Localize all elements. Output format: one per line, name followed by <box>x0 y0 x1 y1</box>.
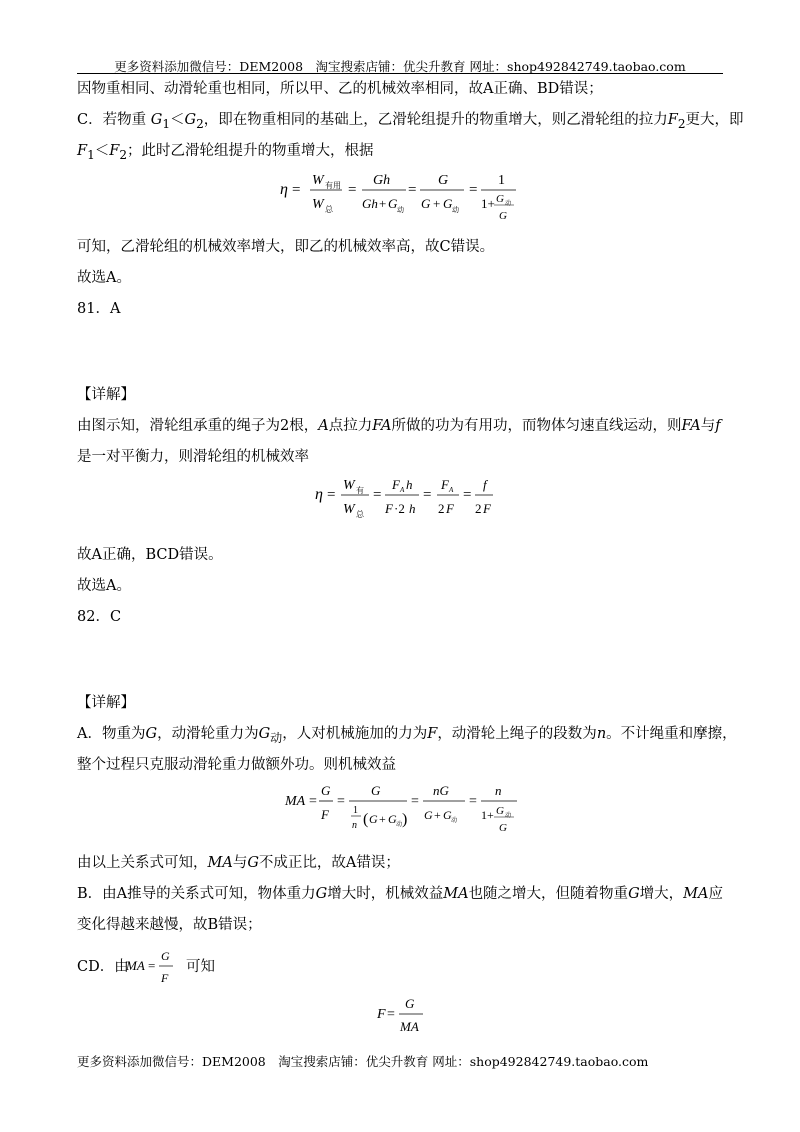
svg-text:F: F <box>446 501 454 516</box>
svg-text:+: + <box>379 196 387 211</box>
svg-text:有用: 有用 <box>325 181 341 190</box>
paragraph: 可知，乙滑轮组的机械效率增大，即乙的机械效率高，故C错误。 <box>77 239 495 255</box>
paragraph: 由以上关系式可知，MA与G不成正比，故A错误； <box>77 855 400 871</box>
inline-formula-ma <box>124 945 184 987</box>
svg-text:=: = <box>387 1007 395 1022</box>
paragraph: $F_1<F_2$；此时乙滑轮组提升的物重增大，根据 <box>77 143 374 162</box>
svg-text:=: = <box>337 794 345 809</box>
svg-text:G: G <box>405 996 415 1011</box>
header-rule <box>77 73 723 74</box>
svg-text:动: 动 <box>396 822 403 828</box>
svg-text:动: 动 <box>505 201 512 207</box>
paragraph: 变化得越来越慢，故B错误； <box>77 917 262 933</box>
svg-text:G: G <box>421 196 431 211</box>
svg-text:动: 动 <box>452 206 459 214</box>
svg-text:h: h <box>409 501 416 516</box>
efficiency-formula-81 <box>313 472 493 520</box>
svg-text:+: + <box>434 808 441 822</box>
svg-text:G: G <box>424 808 433 822</box>
page-header: 更多资料添加微信号：DEM2008 淘宝搜索店铺：优尖升教育 网址：shop492842749.taobao.com <box>114 59 686 74</box>
svg-text:有: 有 <box>356 486 364 495</box>
svg-text:W: W <box>312 173 324 188</box>
svg-text:=: = <box>469 182 478 198</box>
svg-text:F: F <box>483 501 491 516</box>
svg-text:1+: 1+ <box>481 196 495 211</box>
svg-text:F: F <box>321 807 329 822</box>
svg-text:G: G <box>321 783 331 798</box>
answer-82: 82．C <box>77 609 122 625</box>
svg-text:·2: ·2 <box>394 501 405 516</box>
paragraph: A．物重为G，动滑轮重力为$G_动$，人对机械施加的力为F，动滑轮上绳子的段数为n。不计绳重和摩擦， <box>77 726 737 745</box>
svg-text:W: W <box>343 478 355 493</box>
svg-text:1: 1 <box>353 805 358 816</box>
svg-text:F: F <box>385 501 393 516</box>
svg-text:G: G <box>443 196 453 211</box>
svg-text:=: = <box>463 487 472 503</box>
paragraph: 故A正确，BCD错误。 <box>77 547 223 563</box>
mechanical-advantage-formula <box>283 777 523 839</box>
svg-text:F: F <box>377 1007 386 1022</box>
svg-text:F: F <box>441 477 449 492</box>
svg-text:MA: MA <box>285 794 306 809</box>
svg-text:η: η <box>315 486 323 503</box>
svg-text:=: = <box>411 794 419 809</box>
svg-text:n: n <box>352 820 357 831</box>
force-formula <box>375 994 435 1038</box>
svg-text:2: 2 <box>438 501 445 516</box>
svg-text:=: = <box>148 958 156 973</box>
svg-text:nG: nG <box>433 783 449 798</box>
paragraph: 由图示知，滑轮组承重的绳子为2根，A点拉力FA所做的功为有用功，而物体匀速直线运动，则FA与f <box>77 418 721 434</box>
paragraph: C．若物重 $G_1<G_2$，即在物重相同的基础上，乙滑轮组提升的物重增大，则乙滑轮组的拉力$F_2$更大，即 <box>77 112 744 131</box>
svg-text:=: = <box>423 487 432 503</box>
detail-heading: 【详解】 <box>77 387 135 403</box>
svg-text:G: G <box>438 173 449 188</box>
svg-text:动: 动 <box>451 818 458 824</box>
svg-text:): ) <box>402 811 408 828</box>
svg-text:G: G <box>161 949 170 963</box>
svg-text:+: + <box>433 196 441 211</box>
svg-text:总: 总 <box>356 510 364 519</box>
svg-text:=: = <box>292 182 301 198</box>
svg-text:G: G <box>499 822 507 834</box>
svg-text:Gh: Gh <box>362 196 378 211</box>
svg-text:MA: MA <box>126 958 145 973</box>
svg-text:MA: MA <box>400 1019 419 1034</box>
svg-text:G: G <box>443 808 452 822</box>
svg-text:=: = <box>348 182 357 198</box>
svg-text:G: G <box>499 210 507 222</box>
paragraph: B．由A推导的关系式可知，物体重力G增大时，机械效益MA也随之增大，但随着物重G增大，MA应 <box>77 886 723 902</box>
svg-text:1+: 1+ <box>481 808 494 822</box>
page-footer: 更多资料添加微信号：DEM2008 淘宝搜索店铺：优尖升教育 网址：shop492842749.taobao.com <box>77 1054 649 1069</box>
svg-text:=: = <box>373 487 382 503</box>
svg-text:G: G <box>369 812 378 826</box>
svg-text:G: G <box>388 196 398 211</box>
svg-text:G: G <box>496 805 504 817</box>
svg-text:(: ( <box>363 811 369 828</box>
svg-text:η: η <box>280 181 288 198</box>
svg-text:1: 1 <box>498 173 505 188</box>
svg-text:A: A <box>400 486 405 494</box>
svg-text:动: 动 <box>505 813 512 819</box>
svg-text:=: = <box>309 794 317 809</box>
paragraph: 是一对平衡力，则滑轮组的机械效率 <box>77 449 309 465</box>
paragraph: CD．由 <box>77 959 129 975</box>
detail-heading: 【详解】 <box>77 695 135 711</box>
svg-text:+: + <box>379 812 386 826</box>
svg-text:F: F <box>392 477 400 492</box>
svg-text:总: 总 <box>325 205 333 214</box>
paragraph: 可知 <box>186 959 215 975</box>
svg-text:n: n <box>495 783 502 798</box>
svg-text:动: 动 <box>397 206 404 214</box>
paragraph: 故选A。 <box>77 578 131 594</box>
svg-text:Gh: Gh <box>373 173 391 188</box>
paragraph: 故选A。 <box>77 270 131 286</box>
svg-text:f: f <box>483 477 487 492</box>
svg-text:h: h <box>406 477 413 492</box>
svg-text:=: = <box>327 487 336 503</box>
svg-text:G: G <box>371 783 381 798</box>
svg-text:A: A <box>449 486 454 494</box>
svg-text:=: = <box>408 182 417 198</box>
svg-text:G: G <box>388 812 397 826</box>
svg-text:2: 2 <box>475 501 482 516</box>
svg-text:=: = <box>469 794 477 809</box>
svg-text:F: F <box>161 971 169 985</box>
answer-81: 81．A <box>77 301 121 317</box>
svg-text:W: W <box>343 502 355 517</box>
svg-text:W: W <box>312 197 324 212</box>
svg-text:G: G <box>496 193 504 205</box>
paragraph: 整个过程只克服动滑轮重力做额外功。则机械效益 <box>77 757 396 773</box>
efficiency-formula <box>278 163 538 227</box>
paragraph: 因物重相同、动滑轮重也相同，所以甲、乙的机械效率相同，故A正确、BD错误； <box>77 81 603 97</box>
